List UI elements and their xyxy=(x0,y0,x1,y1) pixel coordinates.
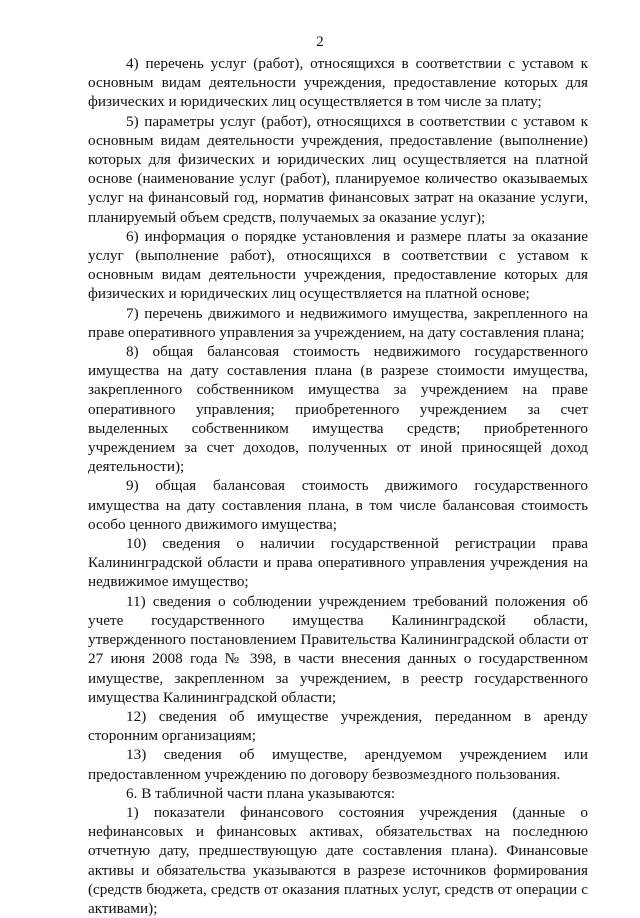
paragraph-item-10: 10) сведения о наличии государственной регистрации права Калининградской области и права оперативного управления учреждения на недвижимое имущество; xyxy=(88,535,588,591)
paragraph-item-4: 4) перечень услуг (работ), относящихся в соответствии с уставом к основным видам деятельности учреждения, предоставление которых для физических и юридических лиц осуществляется в том числе за плату; xyxy=(88,55,588,111)
paragraph-item-8: 8) общая балансовая стоимость недвижимого государственного имущества на дату составления плана (в разрезе стоимости имущества, закрепленного собственником имущества за учреждением на праве оперативного управления; приобретенного учреждением за счет выделенных собственником имущества средств; приобретенного учреждением за счет доходов, полученных от иной приносящей доход деятельности); xyxy=(88,343,588,476)
paragraph-item-6: 6) информация о порядке установления и размере платы за оказание услуг (выполнение работ), относящихся в соответствии с уставом к основным видам деятельности учреждения, предоставление которых для физических и юридических лиц осуществляется на платной основе; xyxy=(88,227,588,303)
paragraph-item-7: 7) перечень движимого и недвижимого имущества, закрепленного на праве оперативного управления за учреждением, на дату составления плана; xyxy=(88,304,588,341)
document-body xyxy=(88,54,588,918)
paragraph-item-9: 9) общая балансовая стоимость движимого государственного имущества на дату составления плана, в том числе балансовая стоимость особо ценного движимого имущества; xyxy=(88,477,588,533)
paragraph-item-5: 5) параметры услуг (работ), относящихся в соответствии с уставом к основным видам деятельности учреждения, предоставление (выполнение) которых для физических и юридических лиц осуществляется на платной основе (наименование услуг (работ), планируемое количество оказываемых услуг на финансовый год, норматив финансовых затрат на оказание услуги, планируемый объем средств, получаемых за оказание услуг); xyxy=(88,112,588,226)
page-number: 2 xyxy=(316,34,324,50)
section-6-heading: 6. В табличной части плана указываются: xyxy=(126,784,396,802)
paragraph-item-11: 11) сведения о соблюдении учреждением требований положения об учете государственного имущества Калининградской области, утвержденного постановлением Правительства Калининградской области от 27 июня 2008 года № 398, в части внесения данных о государственном имуществе, закрепленном за учреждением, в реестр государственного имущества Калининградской области; xyxy=(88,592,588,706)
paragraph-item-13: 13) сведения об имуществе, арендуемом учреждением или предоставленном учреждению по договору безвозмездного пользования. xyxy=(88,746,588,783)
paragraph-item-6-1: 1) показатели финансового состояния учреждения (данные о нефинансовых и финансовых активах, обязательствах на последнюю отчетную дату, предшествующую дате составления плана). Финансовые активы и обязательства указываются в разрезе источников формирования (средств бюджета, средств от оказания платных услуг, средств от операции с активами); xyxy=(88,803,588,917)
paragraph-item-12: 12) сведения об имуществе учреждения, переданном в аренду сторонним организациям; xyxy=(88,707,588,745)
